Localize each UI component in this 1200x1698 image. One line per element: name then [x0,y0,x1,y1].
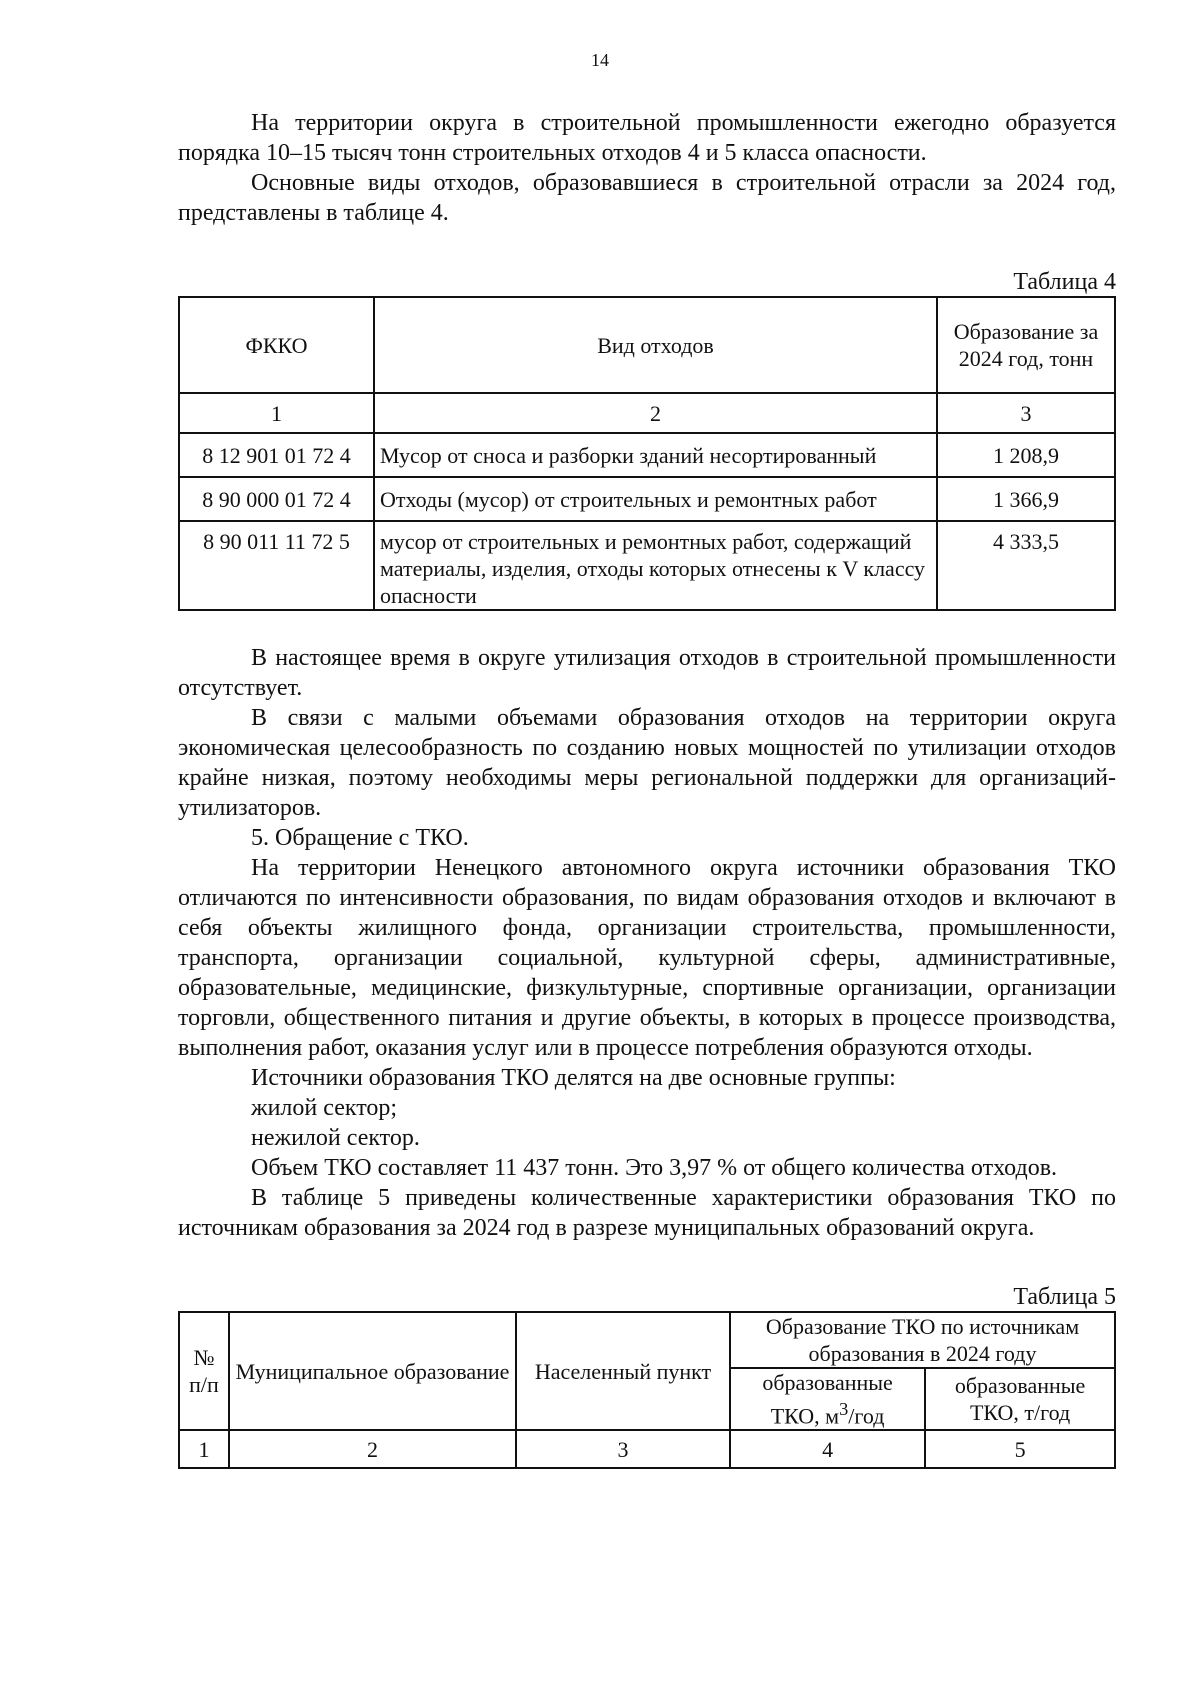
table4-header-name: Вид отходов [374,297,937,393]
paragraph: Объем ТКО составляет 11 437 тонн. Это 3,97 % от общего количества отходов. [251,1155,1058,1181]
table5-header-municipality: Муниципальное образование [229,1312,516,1430]
section-heading: 5. Обращение с ТКО. [251,825,469,851]
table5 [178,1311,1116,1469]
table4-code: 8 90 000 01 72 4 [179,477,374,521]
table5-header-group: Образование ТКО по источникам образования в 2024 году [730,1312,1115,1368]
table4-value: 1 208,9 [937,433,1115,477]
paragraph: На территории Ненецкого автономного округа источники образования ТКО отличаются по интенсивности образования, по видам образования отходов и включают в себя объекты жилищного фонда, организации строительства, промышленности, транспорта, организации социальной, культурной сферы, административные, образовательные, медицинские, физкультурные, спортивные организации, организации торговли, общественного питания и другие объекты, в которых в процессе производства, выполнения работ, оказания услуг или в процессе потребления образуются отходы. [178,855,1116,1061]
table-row [179,433,1115,477]
table4-name: мусор от строительных и ремонтных работ, содержащий материалы, изделия, отходы которых отнесены к V классу опасности [374,521,937,610]
paragraph: Источники образования ТКО делятся на две основные группы: [251,1065,896,1091]
table5-colnum: 2 [229,1430,516,1468]
table5-header-m3-text: образованные ТКО, м [762,1370,893,1429]
table4-code: 8 90 011 11 72 5 [179,521,374,610]
table-row [179,521,1115,610]
table5-colnum: 3 [516,1430,730,1468]
table5-header-settlement: Населенный пункт [516,1312,730,1430]
table4-value: 1 366,9 [937,477,1115,521]
paragraph: В таблице 5 приведены количественные характеристики образования ТКО по источникам образования за 2024 год в разрезе муниципальных образований округа. [178,1185,1116,1241]
table5-colnum: 5 [925,1430,1115,1468]
table4-code: 8 12 901 01 72 4 [179,433,374,477]
table5-header-m3 [730,1368,925,1430]
table5-header-m3-unit: /год [848,1403,885,1429]
table5-caption: Таблица 5 [1013,1284,1116,1310]
document-body [178,108,1116,1469]
table4-colnum: 3 [937,393,1115,433]
paragraph: В связи с малыми объемами образования отходов на территории округа экономическая целесообразность по созданию новых мощностей по утилизации отходов крайне низкая, поэтому необходимы меры региональной поддержки для организаций-утилизаторов. [178,705,1116,821]
table4-colnum: 2 [374,393,937,433]
paragraph: В настоящее время в округе утилизация отходов в строительной промышленности отсутствует. [178,645,1116,701]
table4-header-value: Образование за 2024 год, тонн [937,297,1115,393]
table4-value: 4 333,5 [937,521,1115,610]
table4-colnum: 1 [179,393,374,433]
table4-header-code: ФККО [179,297,374,393]
page-number: 14 [591,50,609,70]
table5-header-t: образованные ТКО, т/год [925,1368,1115,1430]
list-item: нежилой сектор. [251,1125,420,1151]
paragraph: Основные виды отходов, образовавшиеся в строительной отрасли за 2024 год, представлены в таблице 4. [178,170,1116,226]
table4-name: Мусор от сноса и разборки зданий несортированный [374,433,937,477]
table4 [178,296,1116,611]
table5-colnum: 4 [730,1430,925,1468]
table4-name: Отходы (мусор) от строительных и ремонтных работ [374,477,937,521]
table4-caption: Таблица 4 [1013,269,1116,295]
paragraph: На территории округа в строительной промышленности ежегодно образуется порядка 10–15 тысяч тонн строительных отходов 4 и 5 класса опасности. [178,110,1116,166]
table5-colnum: 1 [179,1430,229,1468]
table5-header-num: № п/п [179,1312,229,1430]
table5-header-m3-sup: 3 [839,1399,849,1419]
table-row [179,477,1115,521]
list-item: жилой сектор; [251,1095,398,1121]
